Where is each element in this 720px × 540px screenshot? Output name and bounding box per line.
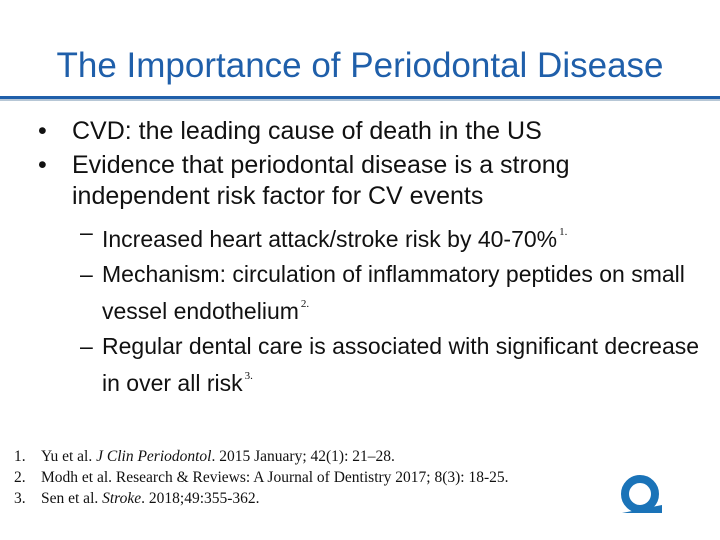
reference-item <box>14 467 634 488</box>
reference-marker: 1. <box>559 226 568 238</box>
references-list <box>14 446 634 509</box>
reference-authors: Modh et al. Research & Reviews: A Journal of Dentistry 2017; 8(3): 18-25. <box>41 469 509 486</box>
reference-details: . 2015 January; 42(1): 21–28. <box>211 448 395 465</box>
subbullet-marker: – <box>80 333 93 359</box>
reference-number: 2. <box>14 469 26 486</box>
q-logo-icon <box>618 472 666 520</box>
reference-authors: Yu et al. <box>41 448 97 465</box>
subbullet-text: Increased heart attack/stroke risk by 40-70% <box>102 226 558 252</box>
reference-number: 3. <box>14 490 26 507</box>
bullet-text: CVD: the leading cause of death in the US <box>72 117 542 145</box>
reference-details: . 2018;49:355-362. <box>141 490 260 507</box>
reference-marker: 2. <box>300 298 310 310</box>
reference-marker: 3. <box>244 370 253 382</box>
bullet-marker: • <box>38 151 47 179</box>
subbullet-item <box>30 259 710 326</box>
reference-number: 1. <box>14 448 26 465</box>
subbullet-item <box>30 217 710 254</box>
reference-authors: Sen et al. <box>41 490 103 507</box>
subbullet-marker: – <box>80 219 93 245</box>
subbullet-marker: – <box>80 261 93 287</box>
bullet-item <box>30 150 710 212</box>
reference-journal: Stroke <box>102 490 142 507</box>
subbullet-text: Mechanism: circulation of inflammatory peptides on small vessel endothelium <box>102 261 685 324</box>
reference-journal: J Clin Periodontol <box>96 448 212 465</box>
subbullet-item <box>30 331 710 398</box>
bullet-text: Evidence that periodontal disease is a strong independent risk factor for CV events <box>72 151 570 210</box>
reference-item <box>14 446 634 467</box>
slide-title: The Importance of Periodontal Disease <box>56 46 664 85</box>
slide-body <box>30 116 710 398</box>
title-divider-shadow <box>0 99 720 101</box>
subbullet-text: Regular dental care is associated with significant decrease in over all risk <box>102 333 700 396</box>
bullet-item <box>30 116 710 147</box>
reference-item <box>14 488 634 509</box>
bullet-marker: • <box>38 117 47 145</box>
